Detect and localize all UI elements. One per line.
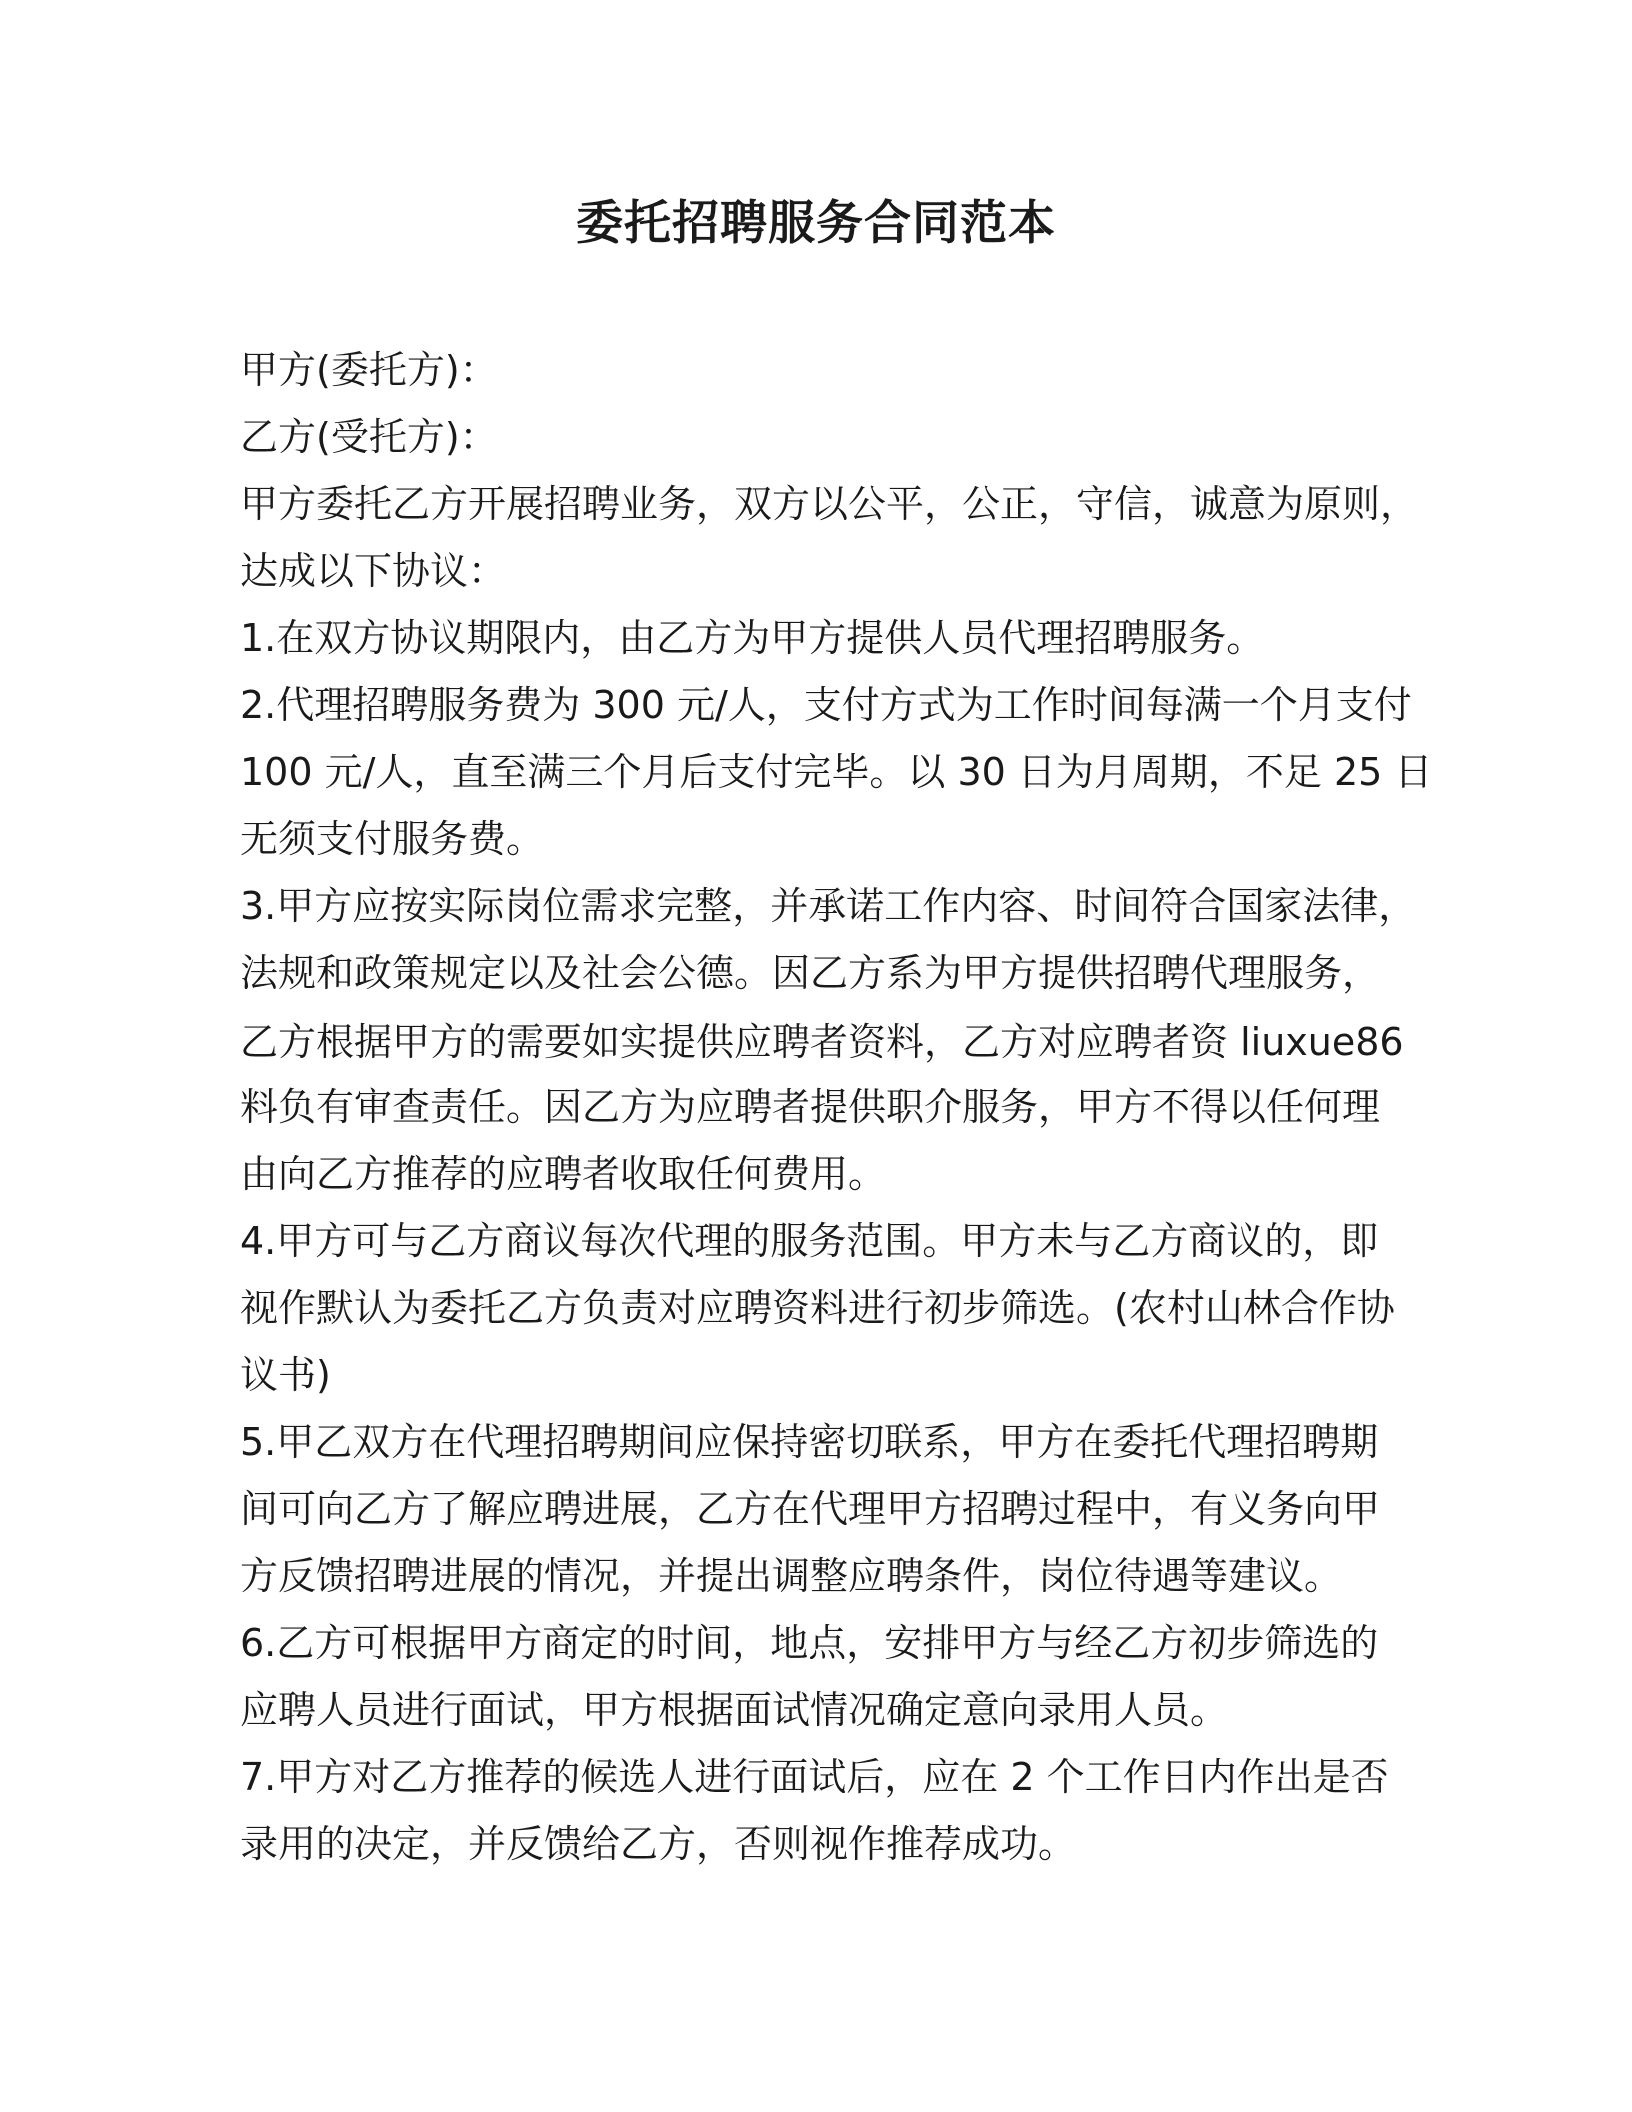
text-line: 间可向乙方了解应聘进展，乙方在代理甲方招聘过程中，有义务向甲 [240,1487,1381,1531]
text-line: 料负有审查责任。因乙方为应聘者提供职介服务，甲方不得以任何理 [240,1085,1381,1129]
text-line: 5.甲乙双方在代理招聘期间应保持密切联系，甲方在委托代理招聘期 [240,1420,1379,1464]
text-line: 4.甲方可与乙方商议每次代理的服务范围。甲方未与乙方商议的，即 [240,1219,1379,1263]
text-line: 1.在双方协议期限内，由乙方为甲方提供人员代理招聘服务。 [240,616,1265,660]
text-line: 由向乙方推荐的应聘者收取任何费用。 [240,1152,887,1196]
text-line: 乙方根据甲方的需要如实提供应聘者资料，乙方对应聘者资 liuxue86 [240,1020,1404,1064]
text-line: 甲方(委托方)： [240,348,498,392]
text-line: 视作默认为委托乙方负责对应聘资料进行初步筛选。(农村山林合作协 [240,1286,1395,1330]
text-line: 2.代理招聘服务费为 300 元/人，支付方式为工作时间每满一个月支付 [240,683,1412,727]
text-line: 法规和政策规定以及社会公德。因乙方系为甲方提供招聘代理服务， [240,951,1381,995]
text-line: 达成以下协议： [240,549,507,593]
text-line: 应聘人员进行面试，甲方根据面试情况确定意向录用人员。 [240,1688,1229,1732]
text-line: 甲方委托乙方开展招聘业务，双方以公平，公正，守信，诚意为原则， [240,482,1419,526]
text-line: 无须支付服务费。 [240,817,545,861]
text-line: 3.甲方应按实际岗位需求完整，并承诺工作内容、时间符合国家法律， [240,884,1417,928]
text-line: 6.乙方可根据甲方商定的时间，地点，安排甲方与经乙方初步筛选的 [240,1621,1379,1665]
text-line: 100 元/人，直至满三个月后支付完毕。以 30 日为月周期，不足 25 日 [240,750,1433,794]
text-line: 录用的决定，并反馈给乙方，否则视作推荐成功。 [240,1822,1077,1866]
document-title: 委托招聘服务合同范本 [576,196,1056,251]
text-line: 议书) [240,1353,331,1397]
text-line: 乙方(受托方)： [240,415,498,459]
text-line: 7.甲方对乙方推荐的候选人进行面试后，应在 2 个工作日内作出是否 [240,1755,1389,1799]
text-line: 方反馈招聘进展的情况，并提出调整应聘条件，岗位待遇等建议。 [240,1554,1343,1598]
